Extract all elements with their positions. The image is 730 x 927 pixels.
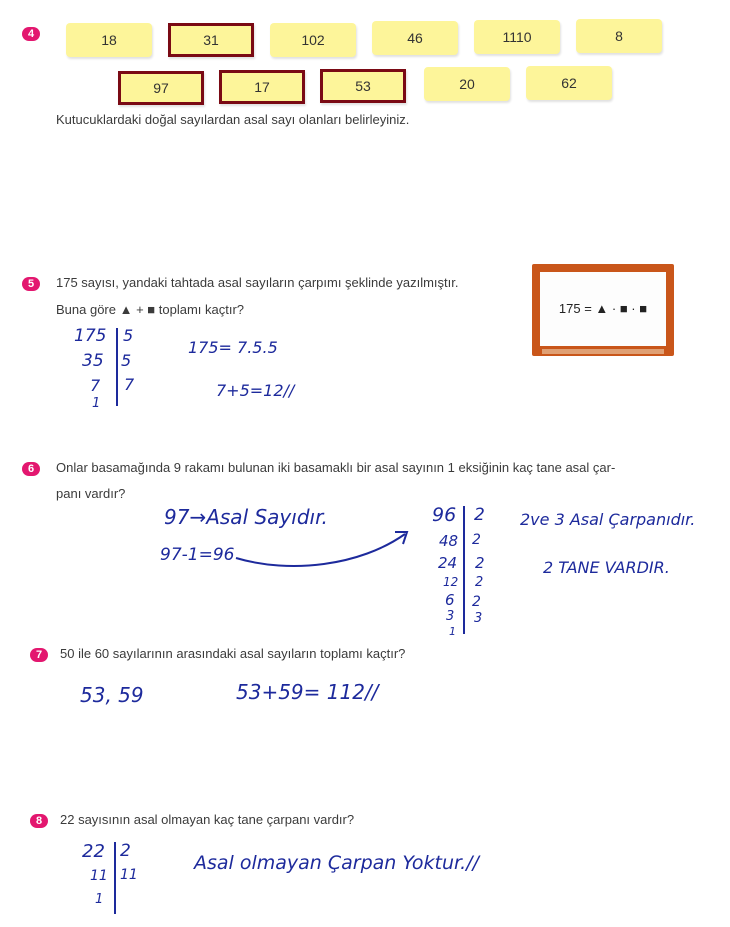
question-number-8: 8: [30, 814, 48, 828]
number-box-18: 18: [66, 23, 152, 57]
hw-q6-arrow: [230, 522, 415, 572]
hw-q6-div-left-4: 6: [445, 591, 455, 609]
hw-q6-division-line: [463, 506, 465, 634]
hw-q6-div-right-0: 2: [474, 505, 485, 525]
number-box-62: 62: [526, 66, 612, 100]
hw-q6-div-left-0: 96: [432, 504, 457, 526]
number-box-17-marked: 17: [219, 70, 305, 104]
question-number-7: 7: [30, 648, 48, 662]
question-5-line1: 175 sayısı, yandaki tahtada asal sayıların çarpımı şeklinde yazılmıştır.: [56, 275, 459, 290]
hw-q5-equation-2: 7+5=12//: [216, 381, 295, 400]
hw-q5-div-left-0: 175: [74, 326, 107, 346]
hw-q6-div-right-2: 2: [475, 554, 485, 572]
hw-q6-div-right-4: 2: [472, 594, 481, 610]
question-number-5: 5: [22, 277, 40, 291]
hw-q5-div-left-1: 35: [82, 351, 104, 371]
number-box-97-marked: 97: [118, 71, 204, 105]
hw-q6-div-left-1: 48: [439, 532, 459, 550]
number-box-102: 102: [270, 23, 356, 57]
number-box-31-marked: 31: [168, 23, 254, 57]
number-box-53-marked: 53: [320, 69, 406, 103]
question-4-text: Kutucuklardaki doğal sayılardan asal sayı olanları belirleyiniz.: [56, 112, 410, 127]
hw-q6-div-left-6: 1: [449, 625, 456, 638]
number-box-46: 46: [372, 21, 458, 55]
hw-q5-equation-1: 175= 7.5.5: [188, 338, 278, 357]
hw-q5-div-right-1: 5: [121, 351, 132, 370]
hw-q6-div-right-1: 2: [472, 532, 481, 548]
hw-q6-div-left-2: 24: [438, 554, 458, 572]
question-number-6: 6: [22, 462, 40, 476]
number-box-8: 8: [576, 19, 662, 53]
blackboard-ledge: [542, 349, 664, 354]
hw-q6-answer-1: 2ve 3 Asal Çarpanıdır.: [520, 510, 696, 529]
hw-q5-div-left-2: 7: [90, 376, 101, 395]
hw-q8-division-line: [114, 842, 116, 914]
number-box-20: 20: [424, 67, 510, 101]
hw-q6-div-left-3: 12: [443, 575, 459, 589]
number-box-1110: 1110: [474, 20, 560, 54]
hw-q8-answer: Asal olmayan Çarpan Yoktur.//: [194, 852, 479, 874]
hw-q7-primes: 53, 59: [80, 683, 144, 707]
question-6-line2: panı vardır?: [56, 486, 126, 501]
hw-q8-div-left-1: 11: [90, 868, 108, 884]
blackboard-text: 175 = ▲ · ■ · ■: [540, 272, 666, 346]
question-number-4: 4: [22, 27, 40, 41]
hw-q6-div-right-3: 2: [475, 575, 484, 590]
hw-q6-note-1: 97→Asal Sayıdır.: [164, 505, 328, 529]
hw-q5-div-right-0: 5: [123, 326, 134, 345]
hw-q8-div-right-0: 2: [120, 841, 131, 861]
hw-q6-answer-2: 2 TANE VARDIR.: [543, 558, 670, 577]
hw-q6-note-2: 97-1=96: [160, 545, 235, 565]
hw-q8-div-left-0: 22: [82, 841, 105, 862]
hw-q8-div-right-1: 11: [120, 867, 138, 883]
hw-q5-div-left-3: 1: [92, 396, 101, 411]
question-7-text: 50 ile 60 sayılarının arasındaki asal sayıların toplamı kaçtır?: [60, 646, 406, 661]
hw-q7-sum: 53+59= 112//: [236, 680, 379, 704]
question-5-line2: Buna göre ▲ + ■ toplamı kaçtır?: [56, 302, 245, 317]
question-8-text: 22 sayısının asal olmayan kaç tane çarpanı vardır?: [60, 812, 355, 827]
hw-q5-div-right-2: 7: [124, 375, 135, 394]
blackboard: [532, 264, 674, 356]
hw-q6-div-left-5: 3: [446, 609, 455, 624]
hw-q5-division-line: [116, 328, 118, 406]
question-6-line1: Onlar basamağında 9 rakamı bulunan iki basamaklı bir asal sayının 1 eksiğinin kaç tane asal çar-: [56, 460, 616, 475]
hw-q8-div-left-2: 1: [95, 892, 104, 907]
hw-q6-div-right-5: 3: [474, 611, 483, 626]
